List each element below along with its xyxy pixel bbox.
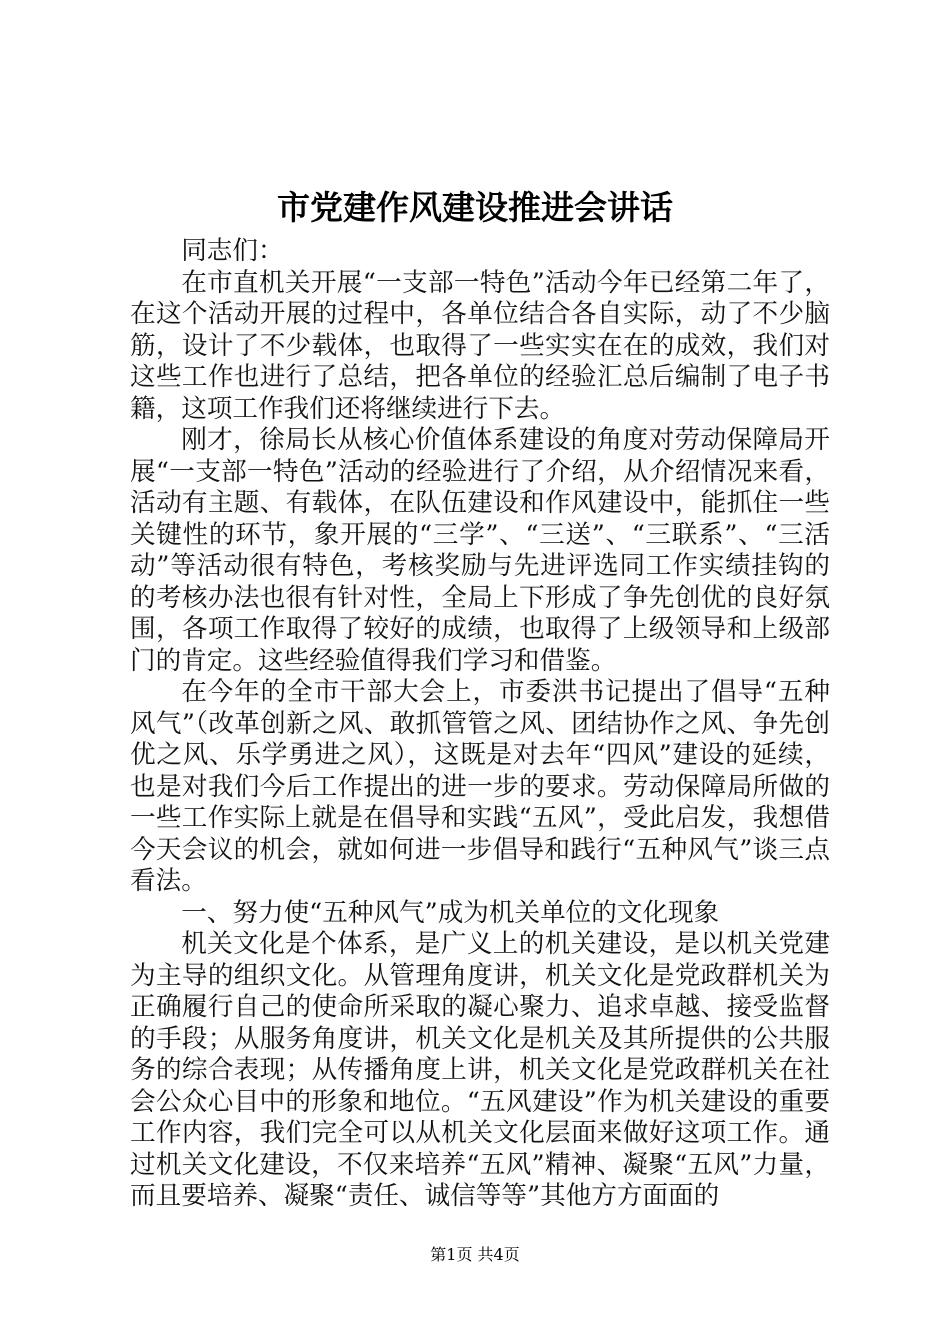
- page-footer: 第1页 共4页: [430, 1245, 520, 1264]
- paragraph: 在市直机关开展“一支部一特色”活动今年已经第二年了，在这个活动开展的过程中，各单位结合各自实际，动了不少脑筋，设计了不少载体，也取得了一些实实在在的成效，我们对这些工作也进行了总结，把各单位的经验汇总后编制了电子书籍，这项工作我们还将继续进行下去。: [130, 267, 830, 424]
- section-heading: 一、努力使“五种风气”成为机关单位的文化现象: [181, 897, 720, 928]
- paragraph: 机关文化是个体系，是广义上的机关建设，是以机关党建为主导的组织文化。从管理角度讲，机关文化是党政群机关为正确履行自己的使命所采取的凝心聚力、追求卓越、接受监督的手段；从服务角度讲，机关文化是机关及其所提供的公共服务的综合表现；从传播角度上讲，机关文化是党政群机关在社会公众心目中的形象和地位。“五风建设”作为机关建设的重要工作内容，我们完全可以从机关文化层面来做好这项工作。通过机关文化建设，不仅来培养“五风”精神、凝聚“五风”力量，而且要培养、凝聚“责任、诚信等等”其他方方面面的: [130, 929, 830, 1211]
- document-title: 市党建作风建设推进会讲话: [277, 188, 673, 227]
- paragraph: 在今年的全市干部大会上，市委洪书记提出了倡导“五种风气”（改革创新之风、敢抓管管之风、团结协作之风、争先创优之风、乐学勇进之风），这既是对去年“四风”建设的延续，也是对我们今后工作提出的进一步的要求。劳动保障局所做的一些工作实际上就是在倡导和实践“五风”，受此启发，我想借今天会议的机会，就如何进一步倡导和践行“五种风气”谈三点看法。: [130, 677, 830, 896]
- document-body: [130, 236, 830, 1213]
- salutation: 同志们：: [181, 236, 284, 266]
- paragraph: 刚才，徐局长从核心价值体系建设的角度对劳动保障局开展“一支部一特色”活动的经验进行了介绍，从介绍情况来看，活动有主题、有载体，在队伍建设和作风建设中，能抓住一些关键性的环节，象开展的“三学”、“三送”、“三联系”、“三活动”等活动很有特色，考核奖励与先进评选同工作实绩挂钩的的考核办法也很有针对性，全局上下形成了争先创优的良好氛围，各项工作取得了较好的成绩，也取得了上级领导和上级部门的肯定。这些经验值得我们学习和借鉴。: [130, 425, 830, 676]
